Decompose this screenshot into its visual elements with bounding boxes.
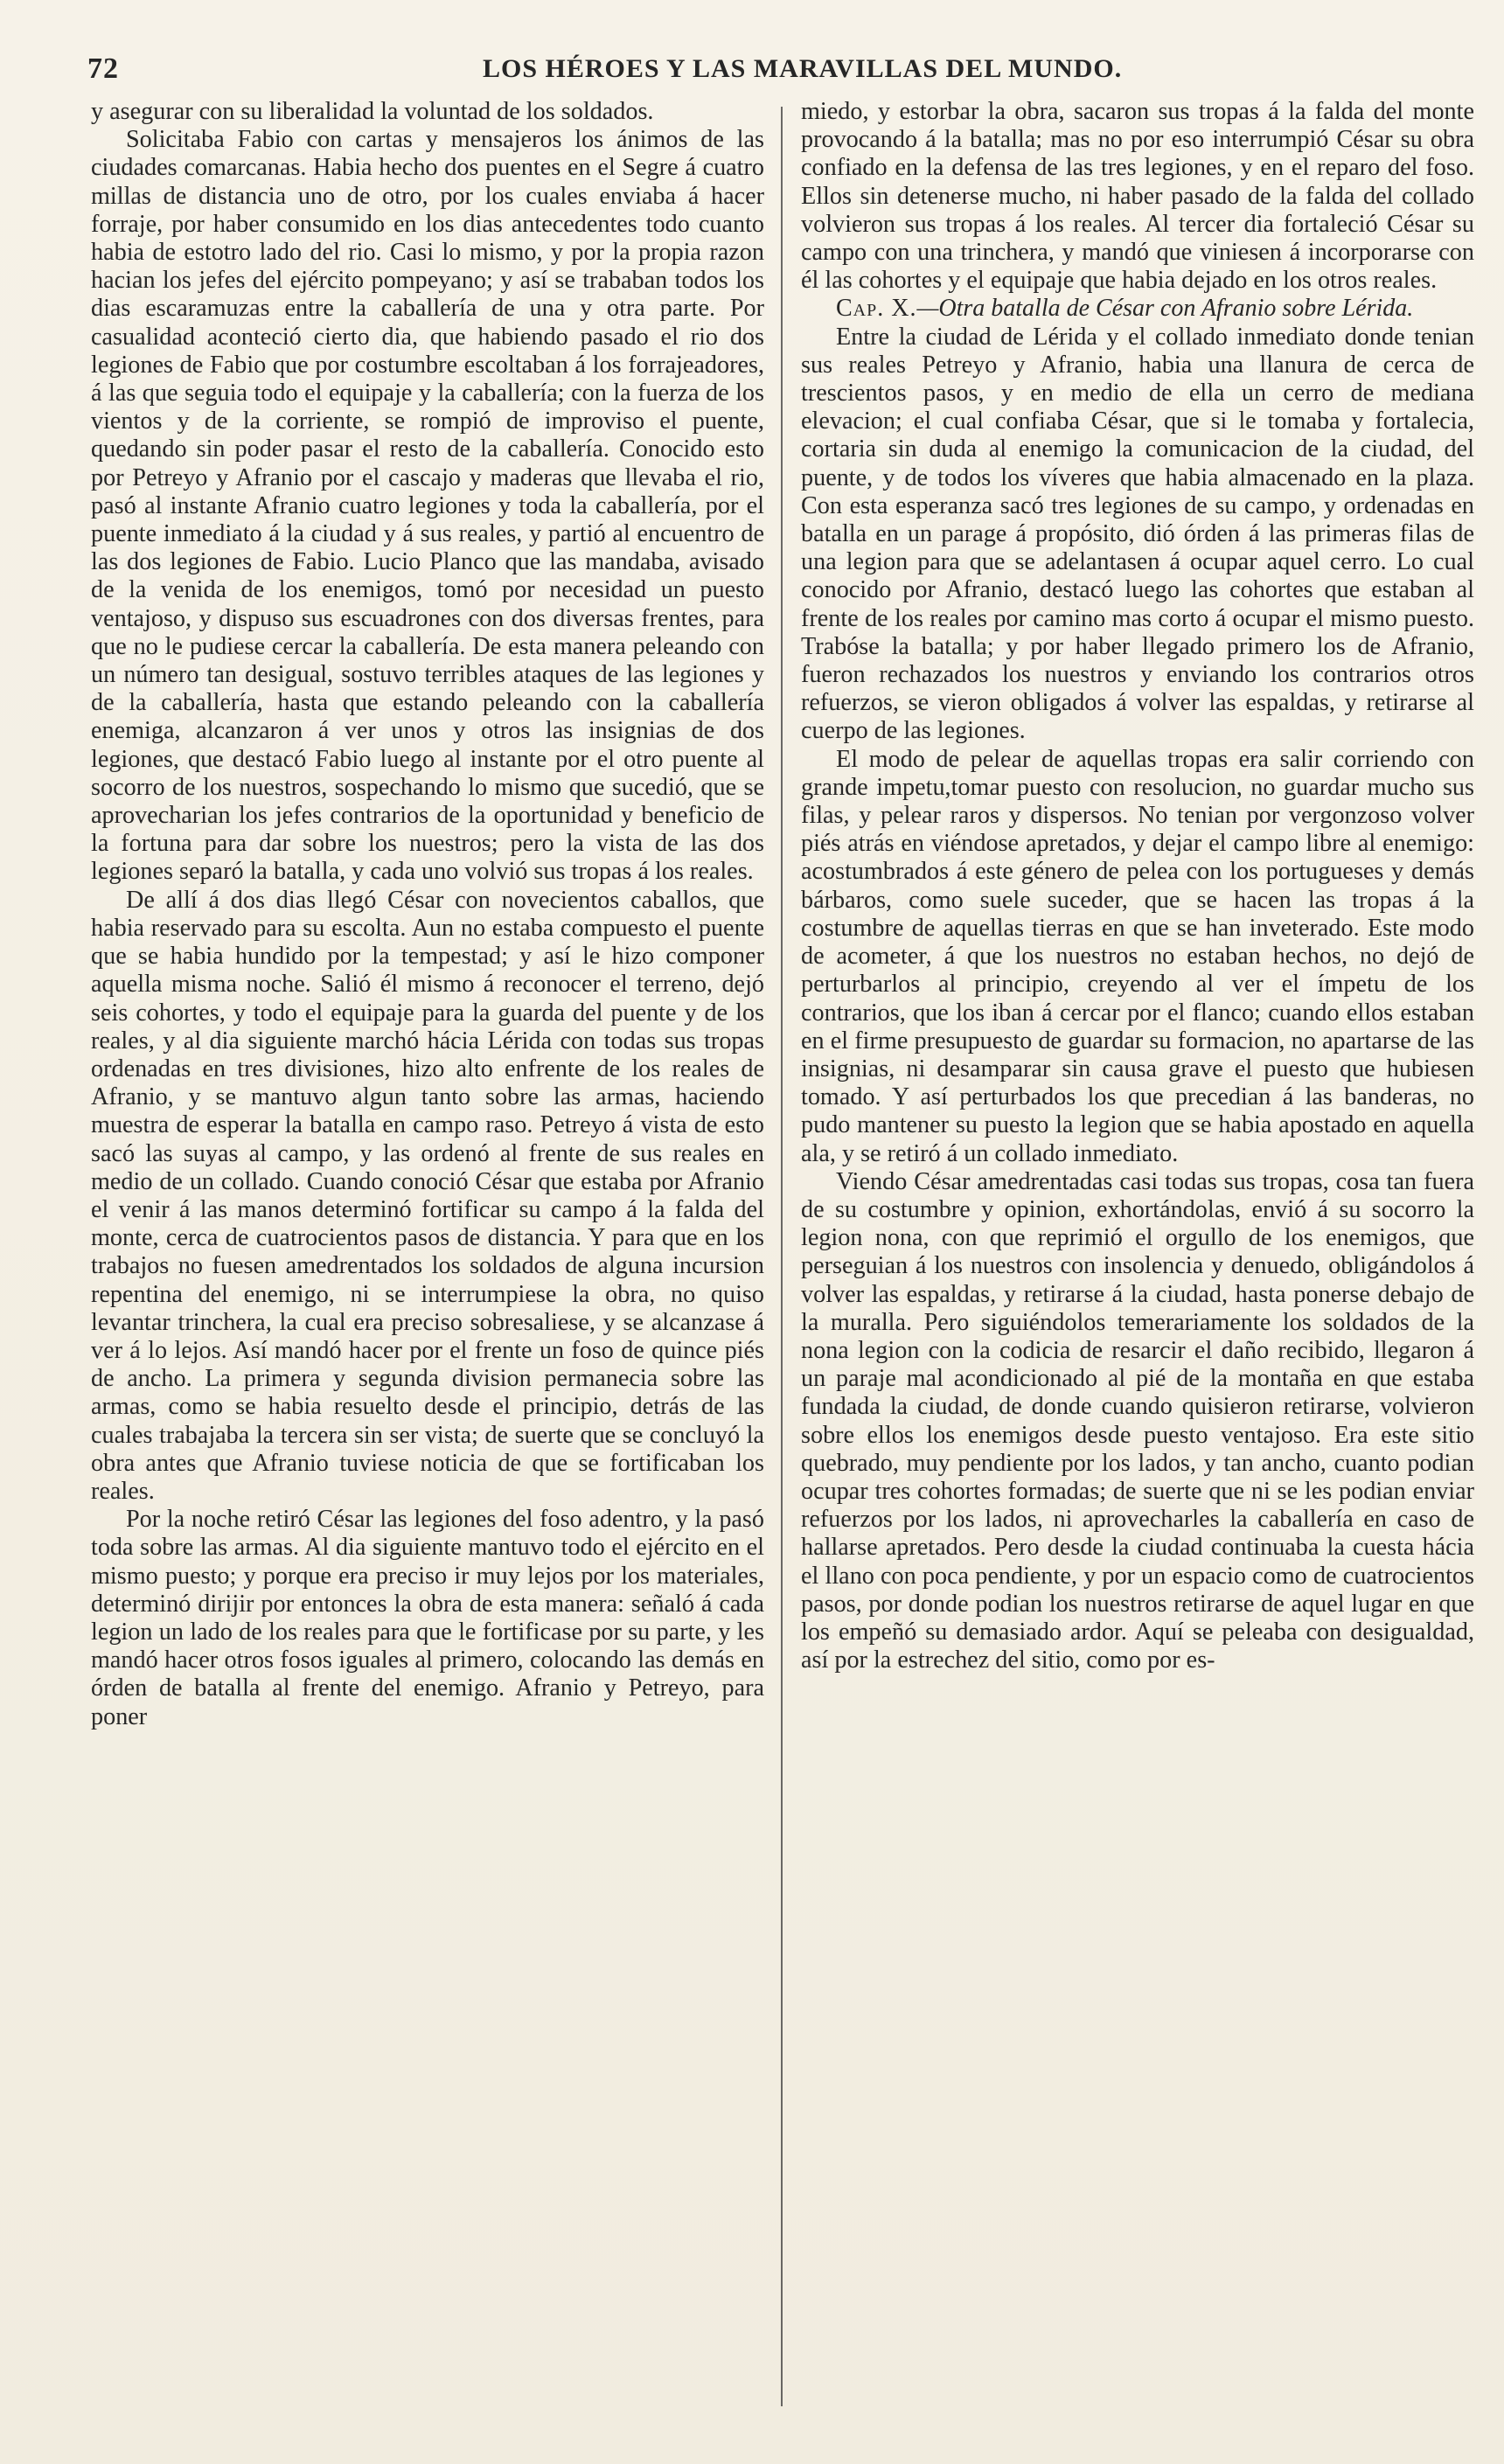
paragraph: El modo de pelear de aquellas tropas era salir corriendo con grande impetu,tomar puesto con resolucion, no guardar mucho sus filas, y pelear raros y dispersos. No tenian por vergonzoso volver piés atrás en viéndose apretados, y dejar el campo libre al enemigo: acostumbrados á este género de pelea con los portugueses y demás bárbaros, como suele suceder, que se hacen las tropas á la costumbre de aquellas tierras en que se han inveterado. Este modo de acometer, á que los nuestros no estaban hechos, no dejó de perturbarlos al principio, creyendo al ver el ímpetu de los contrarios, que los iban á cercar por el flanco; cuando ellos estaban en el firme presupuesto de guardar su formacion, no apartarse de las insignias, ni desamparar sin causa grave el puesto que hubiesen tomado. Y así perturbados los que precedian á las banderas, no pudo mantener su puesto la legion que se habia apostado en aquella ala, y se retiró á un collado inmediato. <box>801 745 1474 1167</box>
page-header <box>87 42 1487 94</box>
paragraph: Entre la ciudad de Lérida y el collado inmediato donde tenian sus reales Petreyo y Afranio, habia una llanura de cerca de trescientos pasos, y en medio de ella un cerro de mediana elevacion; el cual confiaba César, que si le tomaba y fortalecia, cortaria sin duda al enemigo la comunicacion de la ciudad, del puente, y de todos los víveres que habia almacenado en la plaza. Con esta esperanza sacó tres legiones de su campo, y ordenadas en batalla en un parage á propósito, dió órden á las primeras filas de una legion para que se adelantasen á ocupar aquel cerro. Lo cual conocido por Afranio, destacó luego las cohortes que estaban al frente de los reales por camino mas corto á ocupar el mismo puesto. Trabóse la batalla; y por haber llegado primero los de Afranio, fueron rechazados los nuestros y enviando los contrarios otros refuerzos, se vieron obligados á volver las espaldas, y retirarse al cuerpo de las legiones. <box>801 323 1474 745</box>
right-column <box>801 98 1474 2424</box>
chapter-label: Cap. X. <box>836 295 917 323</box>
running-title: LOS HÉROES Y LAS MARAVILLAS DEL MUNDO. <box>483 54 1123 83</box>
paragraph: Por la noche retiró César las legiones del foso adentro, y la pasó toda sobre las armas. Al dia siguiente mantuvo todo el ejército en el mismo puesto; y porque era preciso ir muy lejos por los materiales, determinó dirijir por entonces la obra de esta manera: señaló á cada legion un lado de los reales para que le fortificase por su parte, y les mandó hacer otros fosos iguales al primero, colocando las demás en órden de batalla al frente del enemigo. Afranio y Petreyo, para poner <box>91 1506 764 1730</box>
paragraph: De allí á dos dias llegó César con novecientos caballos, que habia reservado para su escolta. Aun no estaba compuesto el puente que se habia hundido por la tempestad; y así le hizo componer aquella misma noche. Salió él mismo á reconocer el terreno, dejó seis cohortes, y todo el equipaje para la guarda del puente y de los reales, y al dia siguiente marchó hácia Lérida con todas sus tropas ordenadas en tres divisiones, hizo alto enfrente de los reales de Afranio, y se mantuvo algun tanto sobre las armas, haciendo muestra de esperar la batalla en campo raso. Petreyo á vista de esto sacó las suyas al campo, y las ordenó al frente de sus reales en medio de un collado. Cuando conoció César que estaba por Afranio el venir á las manos determinó fortificar su campo á la falda del monte, cerca de cuatrocientos pasos de distancia. Y para que en los trabajos no fuesen amedrentados los soldados de alguna incursion repentina del enemigo, ni se interrumpiese la obra, no quiso levantar trinchera, la cual era preciso sobresaliese, y se alcanzase á ver á lo lejos. Así mandó hacer por el frente un foso de quince piés de ancho. La primera y segunda division permanecia sobre las armas, como se habia resuelto desde el principio, detrás de las cuales trabajaba la tercera sin ser vista; de suerte que se concluyó la obra antes que Afranio tuviese noticia de que se fortificaban los reales. <box>91 886 764 1505</box>
column-divider <box>781 107 783 2406</box>
chapter-title: —Otra batalla de César con Afranio sobre Lérida. <box>916 295 1414 323</box>
paragraph: Solicitaba Fabio con cartas y mensajeros los ánimos de las ciudades comarcanas. Habia hecho dos puentes en el Segre á cuatro millas de distancia uno de otro, por los cuales enviaba á hacer forraje, por haber consumido en los dias antecedentes todo cuanto habia de estotro lado del rio. Casi lo mismo, y por la propia razon hacian los jefes del ejército pompeyano; y así se trababan todos los dias escaramuzas entre la caballería de una y otra parte. Por casualidad aconteció cierto dia, que habiendo pasado el rio dos legiones de Fabio que por costumbre escoltaban á los forrajeadores, á las que seguia todo el equipaje y la caballería; con la fuerza de los vientos y de la corriente, se rompió de improviso el puente, quedando sin poder pasar el resto de la caballería. Conocido esto por Petreyo y Afranio por el cascajo y maderas que llevaba el rio, pasó al instante Afranio cuatro legiones y toda la caballería, por el puente inmediato á la ciudad y á sus reales, y partió al encuentro de las dos legiones de Fabio. Lucio Planco que las mandaba, avisado de la venida de los enemigos, tomó por necesidad un puesto ventajoso, y dispuso sus escuadrones con dos diversas frentes, para que no le pudiese cercar la caballería. De esta manera peleando con un número tan desigual, sostuvo terribles ataques de las legiones y de la caballería, hasta que estando peleando con la caballería enemiga, alcanzaron á ver unos y otros las insignias de dos legiones, que destacó Fabio luego al instante por el otro puente al socorro de los nuestros, sospechando lo mismo que sucedió, que se aprovecharian los jefes contrarios de la oportunidad y beneficio de la fortuna para dar sobre los nuestros; pero la vista de las dos legiones separó la batalla, y cada uno volvió sus tropas á los reales. <box>91 126 764 886</box>
paragraph: Viendo César amedrentadas casi todas sus tropas, cosa tan fuera de su costumbre y opinion, exhortándolas, envió á su socorro la legion nona, con que reprimió el orgullo de los enemigos, que perseguian á los nuestros con insolencia y denuedo, obligándolos á volver las espaldas, y retirarse á la ciudad, hasta ponerse debajo de la muralla. Pero siguiéndolos temerariamente los soldados de la nona legion con la codicia de resarcir el daño recibido, llegaron á un paraje mal acondicionado al pié de la montaña en que estaba fundada la ciudad, de donde cuando quisieron retirarse, volvieron sobre ellos los enemigos desde puesto ventajoso. Era este sitio quebrado, muy pendiente por los lados, y tan ancho, cuanto podian ocupar tres cohortes formadas; de suerte que ni se les podian enviar refuerzos por los lados, ni aprovecharles la caballería en caso de hallarse apretados. Pero desde la ciudad continuaba la cuesta hácia el llano con poca pendiente, y por un espacio como de cuatrocientos pasos, por donde podian los nuestros retirarse de aquel lugar en que los empeñó su demasiado ardor. Aquí se peleaba con desigualdad, así por la estrechez del sitio, como por es- <box>801 1167 1474 1674</box>
left-column <box>91 98 764 2424</box>
chapter-heading <box>801 295 1474 323</box>
paragraph: y asegurar con su liberalidad la voluntad de los soldados. <box>91 98 654 125</box>
page-number: 72 <box>87 52 119 85</box>
paragraph: miedo, y estorbar la obra, sacaron sus tropas á la falda del monte provocando á la batalla; mas no por eso interrumpió César su obra confiado en la defensa de las tres legiones, y en el reparo del foso. Ellos sin detenerse mucho, ni haber pasado de la falda del collado volvieron sus tropas á los reales. Al tercer dia fortaleció César su campo con una trinchera, y mandó que viniesen á incorporarse con él las cohortes y el equipaje que habia dejado en los otros reales. <box>801 98 1474 295</box>
